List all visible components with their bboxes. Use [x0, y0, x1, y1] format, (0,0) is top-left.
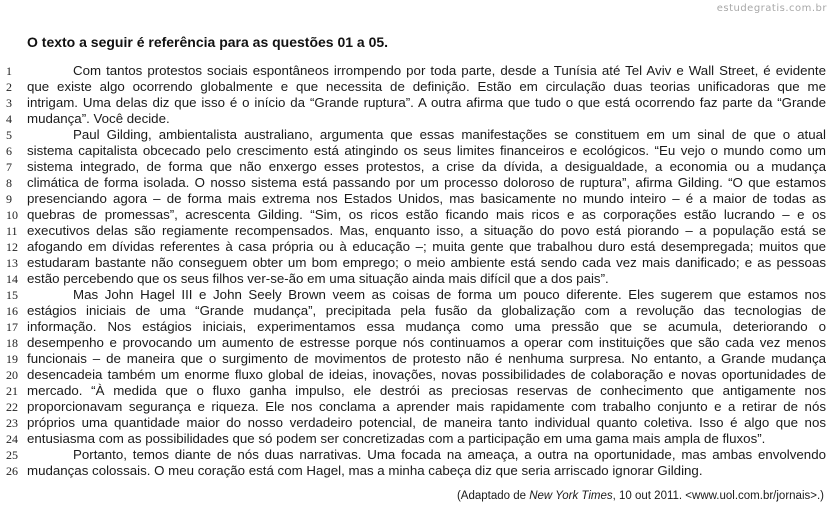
text-line: estão percebendo que os seus filhos ver-se-ão em uma situação ainda mais difícil que a dos pais”.	[27, 271, 609, 286]
text-line: Portanto, temos diante de nós duas narrativas. Uma focada na ameaça, a outra na oportunidade, mas ambas envolvendo	[73, 447, 826, 462]
line-number: 16	[6, 304, 18, 318]
line-number: 17	[6, 320, 18, 334]
line-number: 13	[6, 256, 18, 270]
site-watermark: estudegratis.com.br	[716, 3, 827, 14]
question-heading: O texto a seguir é referência para as questões 01 a 05.	[27, 34, 389, 50]
text-line: quebras de promessas”, acrescenta Gilding. “Sim, os ricos estão ficando mais ricos e as corporações estão lucrando – e os	[27, 207, 826, 222]
text-line: Paul Gilding, ambientalista australiano, argumenta que essas manifestações se constituem em um sinal de que o atual	[73, 127, 826, 142]
line-number: 21	[6, 384, 18, 398]
text-line: afogando em dívidas referentes à casa própria ou à educação –; muita gente que trabalhou duro está desempregada; muitos que	[27, 239, 826, 254]
line-number: 10	[6, 208, 18, 222]
source-publication: New York Times	[529, 490, 613, 502]
line-number: 19	[6, 352, 18, 366]
line-number: 11	[6, 224, 18, 238]
line-number: 4	[6, 112, 12, 126]
line-number: 5	[6, 128, 12, 142]
line-number: 20	[6, 368, 18, 382]
source-suffix: , 10 out 2011. <www.uol.com.br/jornais>.)	[612, 490, 824, 502]
line-number: 24	[6, 432, 18, 446]
text-line: sistema integrado, de forma que não enxergo esses protestos, a crise da dívida, a desigualdade, a economia ou a mudança	[27, 159, 826, 174]
text-line: executivos delas são regiamente recompensados. Mas, enquanto isso, a situação do povo está piorando – a população está se	[27, 223, 826, 238]
line-number: 18	[6, 336, 18, 350]
text-line: climática de forma isolada. O nosso sistema está passando por um processo doloroso de ruptura”, afirma Gilding. “O que estamos	[27, 175, 826, 190]
line-number-column	[6, 63, 22, 479]
line-number: 25	[6, 448, 18, 462]
line-number: 22	[6, 400, 18, 414]
text-line: funcionais – de maneira que o surgimento de movimentos de protesto não é nenhuma surpresa. No entanto, a Grande mudança	[27, 351, 826, 366]
line-number: 2	[6, 80, 12, 94]
line-number: 26	[6, 464, 18, 478]
line-number: 14	[6, 272, 18, 286]
text-line: estágios iniciais de uma “Grande mudança”, precipitada pela fusão da globalização com a revolução das tecnologias de	[27, 303, 826, 318]
text-line: desencadeia também um enorme fluxo global de ideias, inovações, novas possibilidades de colaboração e novas oportunidades de	[27, 367, 826, 382]
line-number: 1	[6, 64, 12, 78]
line-number: 15	[6, 288, 18, 302]
text-line: informação. Nos estágios iniciais, experimentamos essa mudança como uma pressão que se acumula, deteriorando o	[27, 319, 826, 334]
line-number: 3	[6, 96, 12, 110]
source-citation	[457, 490, 824, 502]
text-line: mudança”. Você decide.	[27, 111, 170, 126]
text-line: mercado. “À medida que o fluxo ganha impulso, ele destrói as preciosas reservas de conhecimento que antigamente nos	[27, 383, 826, 398]
text-line: que existe algo ocorrendo globalmente e que necessita de definição. Estão em circulação duas teorias unificadoras que me	[27, 79, 826, 94]
line-number: 23	[6, 416, 18, 430]
line-number: 9	[6, 192, 12, 206]
text-line: sistema capitalista obcecado pelo crescimento está atingindo os seus limites financeiros e ecológicos. “Eu vejo o mundo como um	[27, 143, 826, 158]
line-number: 7	[6, 160, 12, 174]
text-line: mudanças colossais. O meu coração está com Hagel, mas a minha cabeça diz que seria arriscado ignorar Gilding.	[27, 463, 703, 478]
text-line: próprios uma quantidade maior do nosso verdadeiro potencial, de maneira tanto individual quanto coletiva. Isso é algo que nos	[27, 415, 826, 430]
text-line: proporcionavam segurança e riqueza. Ele nos conclama a aprender mais rapidamente com trabalho conjunto e a retirar de nós	[27, 399, 826, 414]
passage-text	[27, 63, 826, 479]
source-prefix: (Adaptado de	[456, 490, 530, 502]
text-line: presenciando agora – de forma mais extrema nos Estados Unidos, mas basicamente no mundo inteiro – é a maior de todas as	[27, 191, 826, 206]
line-number: 12	[6, 240, 18, 254]
text-line: Mas John Hagel III e John Seely Brown veem as coisas de forma um pouco diferente. Eles sugerem que estamos nos	[73, 287, 826, 302]
line-number: 6	[6, 144, 12, 158]
text-line: desempenho e provocando um aumento de estresse porque nós continuamos a operar com instituições que são cada vez menos	[27, 335, 826, 350]
line-number: 8	[6, 176, 12, 190]
text-line: Com tantos protestos sociais espontâneos irrompendo por toda parte, desde a Tunísia até Tel Aviv e Wall Street, é evidente	[73, 63, 826, 78]
text-line: entusiasma com as possibilidades que só podem ser concretizadas com a participação em uma gama mais ampla de fluxos”.	[27, 431, 766, 446]
text-line: intrigam. Uma delas diz que isso é o início da “Grande ruptura”. A outra afirma que tudo o que está ocorrendo faz parte da “Grande	[27, 95, 826, 110]
text-line: estudaram bastante não conseguem obter um bom emprego; o meio ambiente está sendo cada vez mais danificado; e as pessoas	[27, 255, 826, 270]
